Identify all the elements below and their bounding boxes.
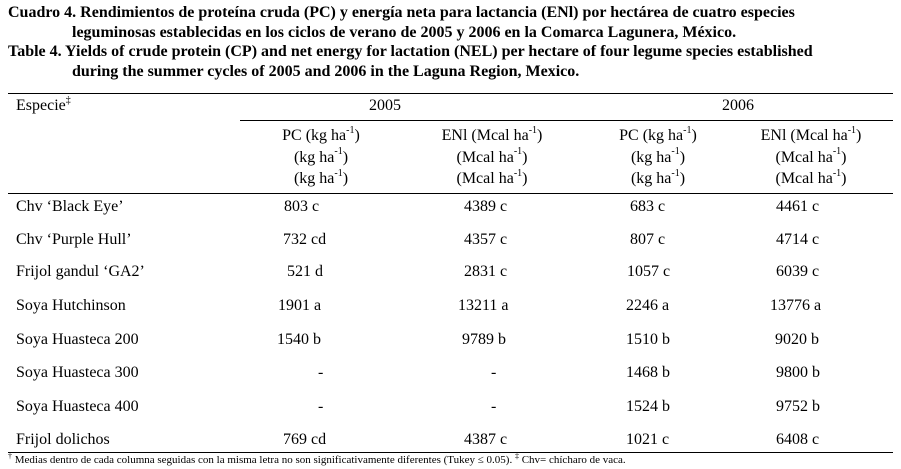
enl-2005-cell: 9789 b [462,331,506,348]
pc-2006-cell: 683 c [630,198,666,215]
species-cell: Soya Huasteca 400 [16,398,139,415]
enl-2006-cell: 9020 b [775,331,819,348]
enl-2006-cell: 6408 c [776,431,820,448]
pc-2006-cell: 1524 b [626,398,670,415]
pc-2005-cell: 803 c [284,198,320,215]
caption-es-line2: leguminosas establecidas en los ciclos de verano de 2005 y 2006 en la Comarca Lagunera, México. [72,23,737,41]
pc-2005-header: PC (kg $ha^{-1}$) (kg $ha^{-1}$) (kg $ha^{-1}$) [282,124,360,187]
species-cell: Frijol gandul ‘GA2’ [16,263,145,280]
species-cell: Soya Huasteca 200 [16,331,139,348]
species-cell: Frijol dolichos [16,431,110,448]
species-cell: Soya Hutchinson [16,297,126,314]
enl-2005-cell: 2831 c [464,263,508,280]
enl-2005-header: ENl (Mcal $ha^{-1}$) (Mcal $ha^{-1}$) (Mcal $ha^{-1}$) [441,124,543,187]
pc-2005-cell: 769 cd [283,431,327,448]
enl-2006-cell: 13776 a [770,297,822,314]
enl-2006-header: ENl (Mcal $ha^{-1}$) (Mcal $ha^{-1}$) (Mcal $ha^{-1}$) [760,124,862,187]
pc-2006-cell: 2246 a [626,297,670,314]
pc-2005-cell: - [318,364,324,381]
enl-2005-cell: 4389 c [464,198,508,215]
enl-2006-cell: 6039 c [776,263,820,280]
header-bottom-rule [8,193,893,194]
table-footnote: † Medias dentro de cada columna seguidas con la misma letra no son significativamente diferentes (Tukey ≤ 0.05). ‡ Chv= chícharo de vaca. [8,451,626,466]
pc-2006-cell: 807 c [630,231,666,248]
pc-2006-cell: 1468 b [626,364,670,381]
pc-2005-cell: 1901 a [278,297,322,314]
species-header: Especie‡ [16,94,71,114]
enl-2005-cell: 4357 c [464,231,508,248]
pc-2006-cell: 1510 b [626,331,670,348]
pc-2005-cell: 732 cd [283,231,327,248]
pc-2005-cell: 1540 b [277,331,321,348]
top-rule [8,93,893,94]
caption-en-line2: during the summer cycles of 2005 and 2006 in the Laguna Region, Mexico. [72,62,580,80]
species-cell: Chv ‘Purple Hull’ [16,231,132,248]
caption-en-line1: Table 4. Yields of crude protein (CP) and net energy for lactation (NEL) per hectare of four legume species established [8,43,813,60]
enl-2005-cell: - [491,398,497,415]
enl-2006-cell: 9800 b [776,364,820,381]
enl-2006-cell: 9752 b [776,398,820,415]
year-rule [240,120,893,121]
table-caption [8,3,898,81]
pc-2005-cell: - [318,398,324,415]
caption-es-line1: Cuadro 4. Rendimientos de proteína cruda (PC) y energía neta para lactancia (ENl) por hectárea de cuatro especies [8,4,795,21]
pc-2005-cell: 521 d [287,263,323,280]
species-cell: Chv ‘Black Eye’ [16,198,124,215]
year-2006-header: 2006 [722,97,754,114]
enl-2006-cell: 4714 c [776,231,820,248]
year-2005-header: 2005 [369,97,401,114]
pc-2006-cell: 1057 c [627,263,671,280]
pc-2006-header: PC (kg $ha^{-1}$) (kg $ha^{-1}$) (kg $ha^{-1}$) [619,124,697,187]
enl-2005-cell: 4387 c [464,431,508,448]
species-cell: Soya Huasteca 300 [16,364,139,381]
enl-2005-cell: - [491,364,497,381]
bottom-rule [8,452,893,453]
enl-2006-cell: 4461 c [776,198,820,215]
enl-2005-cell: 13211 a [458,297,509,314]
pc-2006-cell: 1021 c [626,431,670,448]
